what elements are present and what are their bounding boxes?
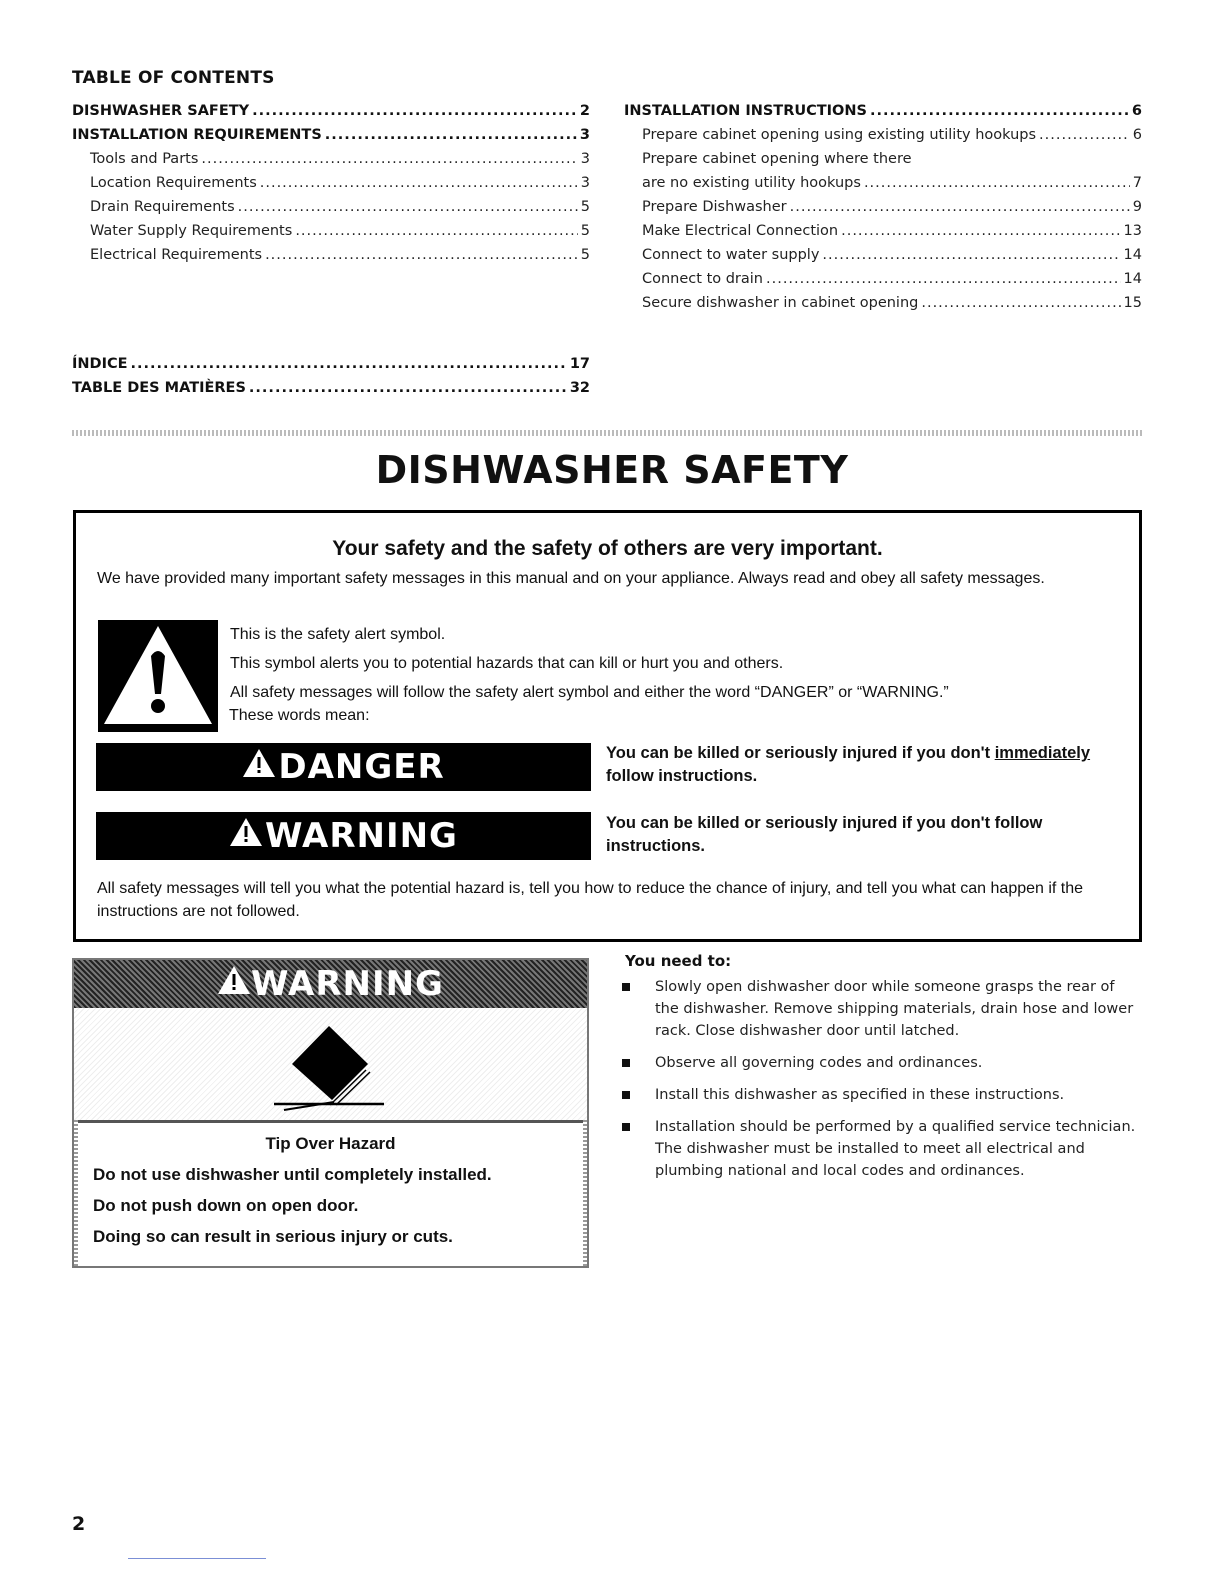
- toc-entry[interactable]: [624, 103, 1142, 127]
- toc-entry-page: 15: [1123, 295, 1142, 311]
- warning-triangle-icon: [242, 747, 276, 787]
- toc-entry[interactable]: [624, 247, 1142, 271]
- toc-left-column: [72, 103, 590, 271]
- toc-entry-page: 6: [1132, 127, 1142, 143]
- toc-entry-label: Location Requirements: [90, 175, 257, 191]
- toc-entry-label: INSTALLATION INSTRUCTIONS: [624, 103, 867, 119]
- toc-entry-label: INSTALLATION REQUIREMENTS: [72, 127, 322, 143]
- safety-info-box: [73, 510, 1142, 942]
- footer-line: [128, 1558, 266, 1559]
- toc-entry-indice[interactable]: [72, 356, 590, 380]
- list-item-text: Install this dishwasher as specified in these instructions.: [655, 1087, 1065, 1103]
- tip-over-illustration: [74, 1008, 587, 1123]
- danger-label: DANGER: [278, 747, 445, 787]
- toc-entry[interactable]: [72, 151, 590, 175]
- toc-entry[interactable]: [72, 103, 590, 127]
- toc-entry-page: 17: [569, 356, 590, 372]
- toc-entry[interactable]: [72, 127, 590, 151]
- you-need-to-list: [622, 976, 1142, 1192]
- toc-other-languages: [72, 356, 590, 404]
- toc-entry-page: 32: [569, 380, 590, 396]
- safety-footer: All safety messages will tell you what the potential hazard is, tell you how to reduce the chance of injury, and tell you what can happen if the instructions are not followed.: [97, 880, 1084, 920]
- safety-intro: We have provided many important safety messages in this manual and on your appliance. Always read and obey all safety messages.: [97, 570, 1045, 587]
- toc-entry[interactable]: [624, 223, 1142, 247]
- square-bullet-icon: [622, 983, 630, 991]
- toc-entry-page: 5: [580, 247, 590, 263]
- toc-entry-page: 3: [580, 175, 590, 191]
- safety-alert-symbol-icon: [98, 620, 218, 732]
- toc-entry-page: 5: [580, 199, 590, 215]
- toc-entry-label: Connect to water supply: [642, 247, 820, 263]
- dishwasher-tip-over-icon: [74, 1008, 587, 1120]
- toc-entry-label: Make Electrical Connection: [642, 223, 839, 239]
- toc-entry[interactable]: [72, 199, 590, 223]
- list-item-text: Installation should be performed by a qualified service technician. The dishwasher must be installed to meet all electrical and plumbing national and local codes and ordinances.: [655, 1119, 1136, 1179]
- toc-entry[interactable]: [72, 247, 590, 271]
- symbol-line: All safety messages will follow the safety alert symbol and either the word “DANGER” or “WARNING.”: [230, 684, 949, 701]
- danger-text-part: You can be killed or seriously injured if you don't: [606, 744, 995, 762]
- square-bullet-icon: [622, 1091, 630, 1099]
- toc-entry-label: DISHWASHER SAFETY: [72, 103, 250, 119]
- toc-entry-label: Electrical Requirements: [90, 247, 263, 263]
- symbol-line: This is the safety alert symbol.: [230, 626, 446, 643]
- tip-over-warning-header: [74, 960, 587, 1008]
- toc-entry-page: 14: [1123, 271, 1142, 287]
- toc-entry-page: 5: [580, 223, 590, 239]
- warning-signal-bar: [96, 812, 591, 860]
- toc-entry-label: Drain Requirements: [90, 199, 235, 215]
- page-number: 2: [72, 1513, 86, 1535]
- tip-over-warning-label: WARNING: [251, 964, 444, 1004]
- you-need-to-heading: You need to:: [625, 952, 732, 970]
- symbol-line: This symbol alerts you to potential hazards that can kill or hurt you and others.: [230, 655, 784, 672]
- symbol-line: These words mean:: [229, 707, 370, 724]
- toc-entry-page: 13: [1123, 223, 1142, 239]
- toc-entry-page: 6: [1131, 103, 1142, 119]
- toc-entry[interactable]: [624, 295, 1142, 319]
- toc-entry-page: 7: [1132, 175, 1142, 191]
- toc-entry-page: 2: [579, 103, 590, 119]
- toc-entry[interactable]: [624, 127, 1142, 151]
- danger-text-emphasis: immediately: [994, 744, 1091, 762]
- toc-entry-label: are no existing utility hookups: [642, 175, 861, 191]
- warning-triangle-icon: [229, 816, 263, 856]
- toc-entry[interactable]: [624, 199, 1142, 223]
- toc-entry-label: Prepare Dishwasher: [642, 199, 787, 215]
- toc-entry[interactable]: [624, 151, 1142, 175]
- warning-description: You can be killed or seriously injured if you don't follow instructions.: [606, 814, 1043, 855]
- toc-entry-label: Prepare cabinet opening using existing utility hookups: [642, 127, 1037, 143]
- toc-entry-page: 3: [579, 127, 590, 143]
- toc-entry-label: TABLE DES MATIÈRES: [72, 380, 246, 396]
- toc-right-column: [624, 103, 1142, 319]
- square-bullet-icon: [622, 1123, 630, 1131]
- list-item-text: Slowly open dishwasher door while someone grasps the rear of the dishwasher. Remove shipping materials, drain hose and lower rack. Close dishwasher door until latched.: [655, 979, 1134, 1039]
- tip-over-warning-box: [72, 958, 589, 1268]
- tip-over-line: Do not push down on open door.: [93, 1196, 359, 1215]
- tip-over-line: Doing so can result in serious injury or cuts.: [93, 1227, 453, 1246]
- danger-text-part: follow instructions.: [606, 767, 758, 785]
- list-item: [622, 976, 1142, 1042]
- warning-label: WARNING: [265, 816, 458, 856]
- toc-entry-label: Tools and Parts: [90, 151, 199, 167]
- toc-entry-page: 14: [1123, 247, 1142, 263]
- tip-over-title: Tip Over Hazard: [265, 1134, 396, 1153]
- toc-entry[interactable]: [624, 175, 1142, 199]
- section-divider: [72, 430, 1142, 436]
- toc-entry-label: ÍNDICE: [72, 356, 128, 372]
- toc-entry[interactable]: [72, 175, 590, 199]
- list-item: [622, 1084, 1142, 1106]
- list-item: [622, 1116, 1142, 1182]
- toc-entry-label: Prepare cabinet opening where there: [642, 151, 912, 167]
- toc-entry[interactable]: [72, 223, 590, 247]
- toc-entry-label: Secure dishwasher in cabinet opening: [642, 295, 919, 311]
- toc-entry-label: Connect to drain: [642, 271, 763, 287]
- toc-heading: TABLE OF CONTENTS: [72, 68, 275, 88]
- toc-entry-table-des-matieres[interactable]: [72, 380, 590, 404]
- square-bullet-icon: [622, 1059, 630, 1067]
- toc-entry-page: 9: [1132, 199, 1142, 215]
- toc-entry-label: Water Supply Requirements: [90, 223, 293, 239]
- danger-signal-bar: [96, 743, 591, 791]
- toc-entry[interactable]: [624, 271, 1142, 295]
- toc-entry-page: 3: [580, 151, 590, 167]
- list-item-text: Observe all governing codes and ordinances.: [655, 1055, 983, 1071]
- list-item: [622, 1052, 1142, 1074]
- page-title: DISHWASHER SAFETY: [375, 448, 849, 492]
- safety-heading: Your safety and the safety of others are very important.: [332, 537, 883, 560]
- danger-description: [606, 742, 1131, 788]
- tip-over-line: Do not use dishwasher until completely installed.: [93, 1165, 492, 1184]
- warning-triangle-icon: [217, 964, 251, 1004]
